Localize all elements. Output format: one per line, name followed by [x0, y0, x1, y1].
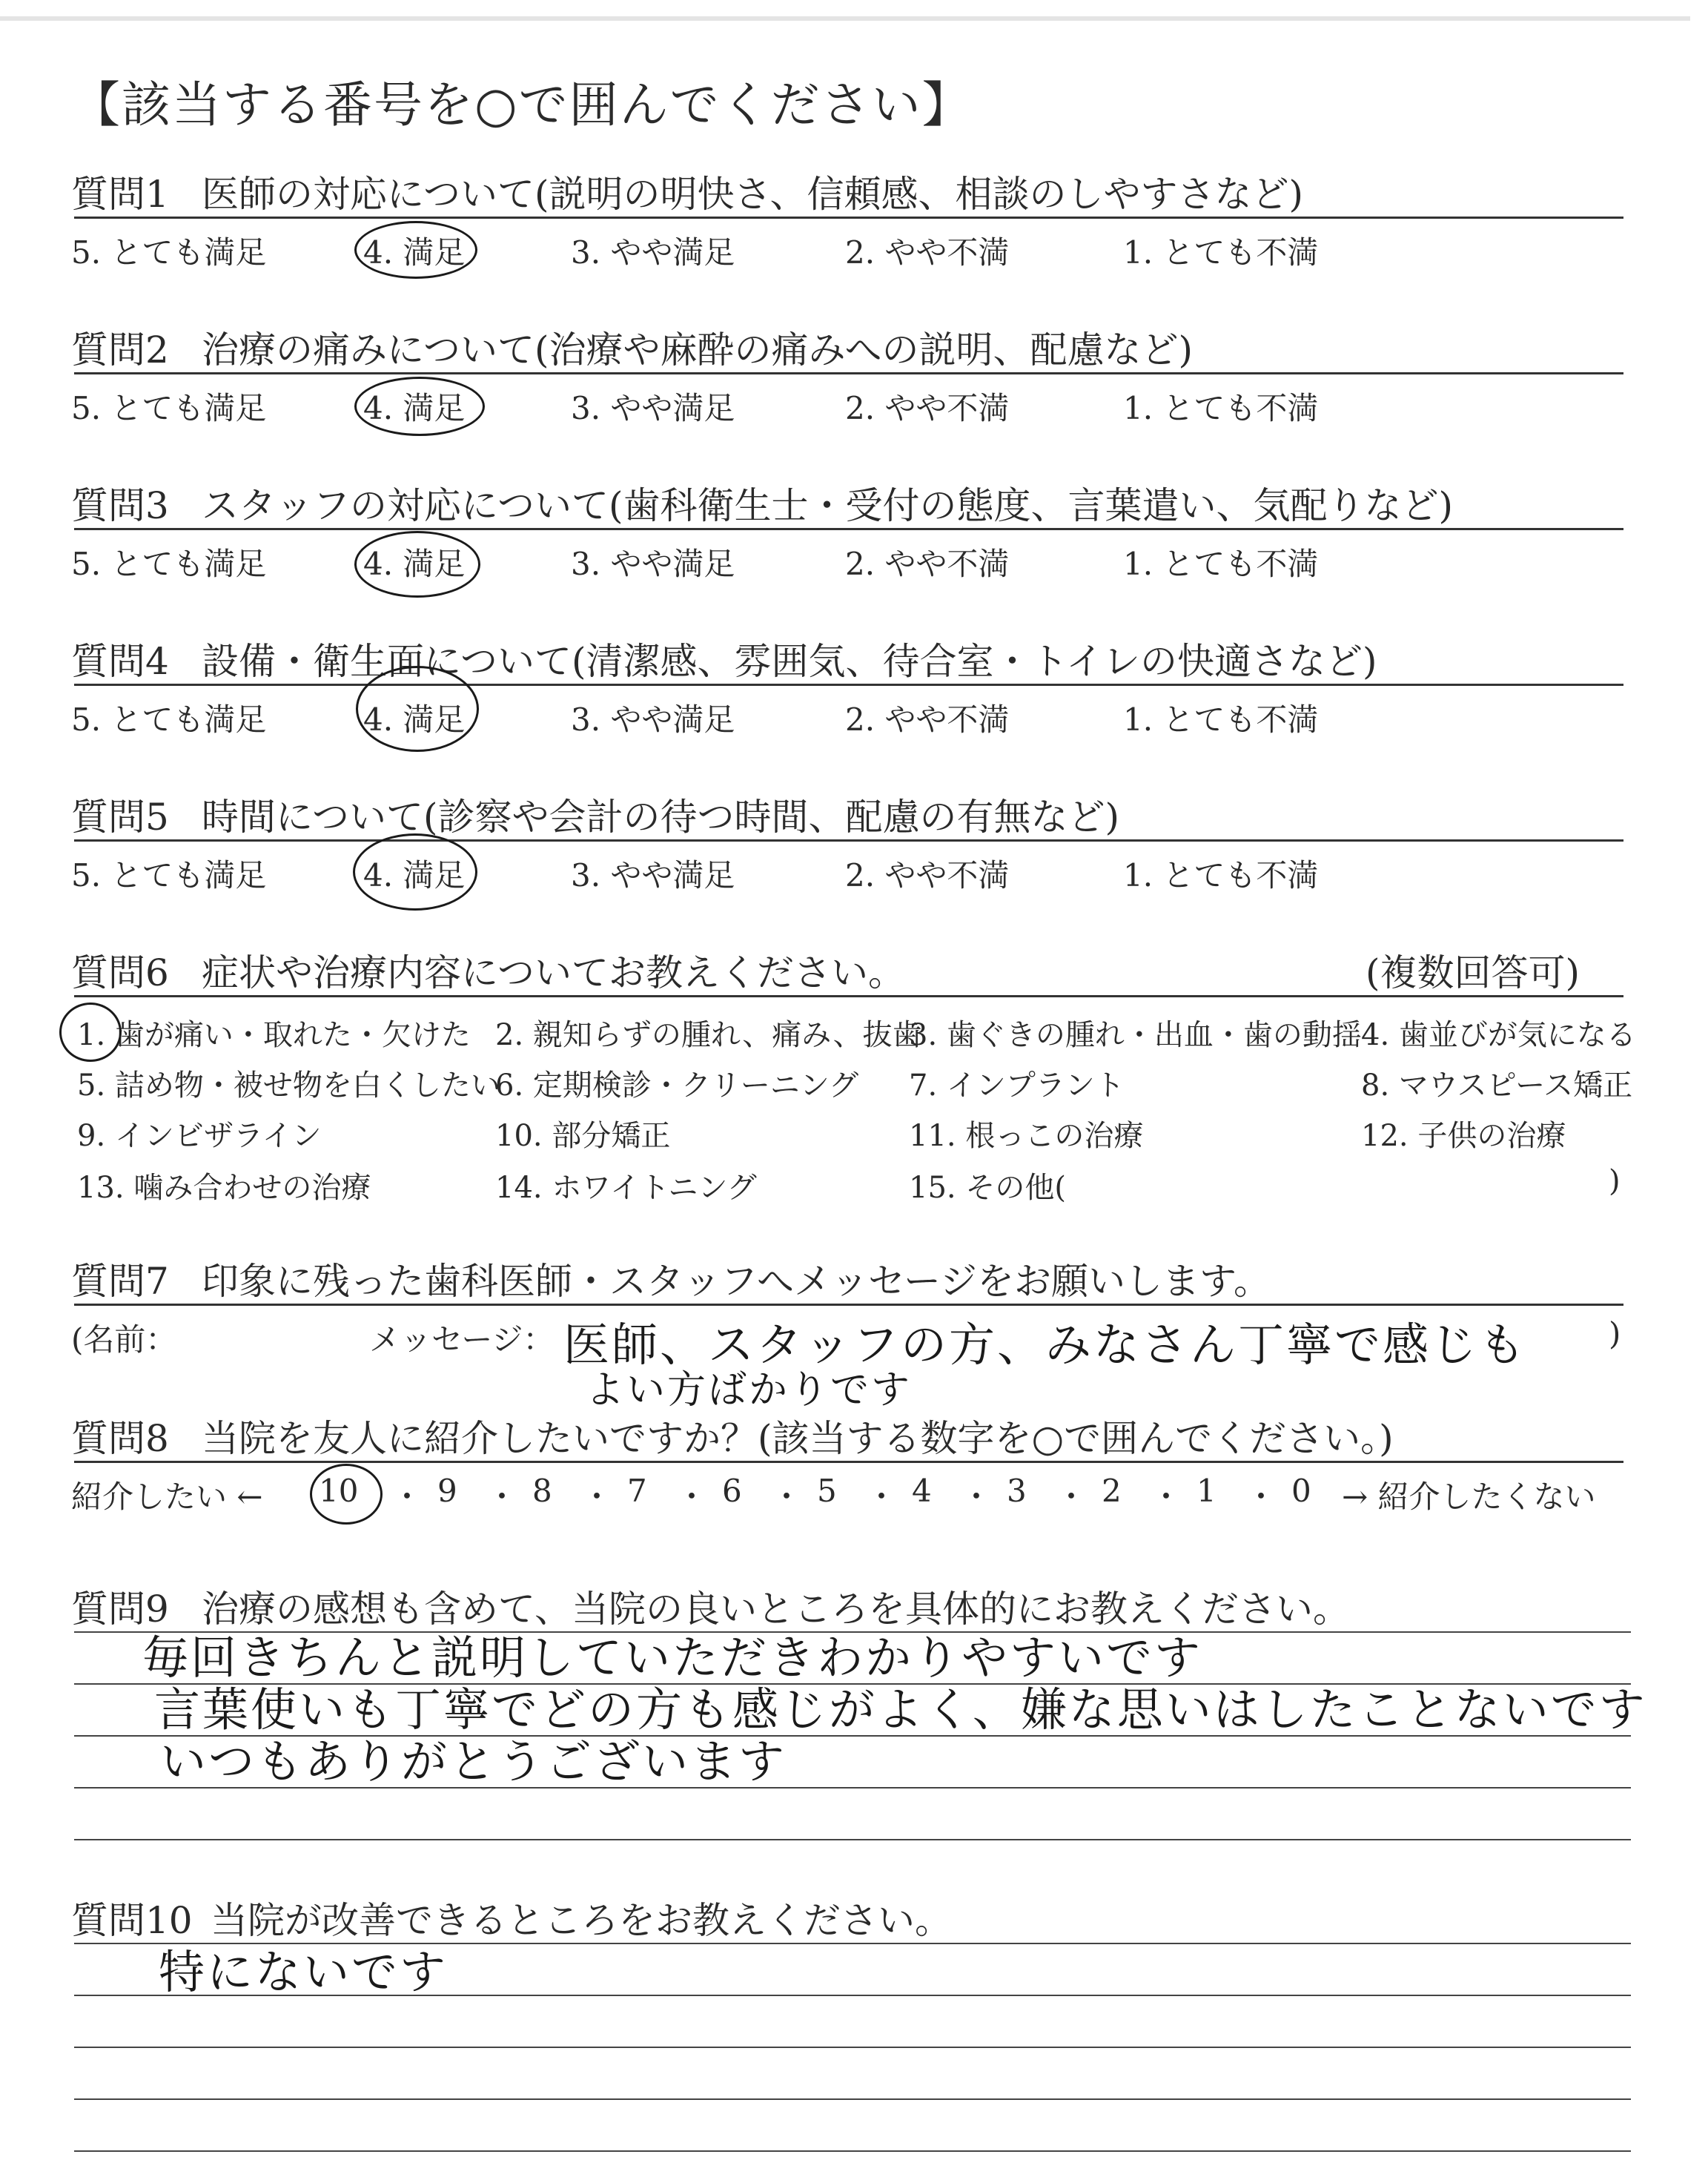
q8-left-label: 紹介したい ← [71, 1479, 263, 1515]
q7-message-label: メッセージ： [369, 1321, 555, 1358]
q8-scale-value[interactable]: 2 [1102, 1473, 1122, 1509]
scan-edge [0, 16, 1690, 21]
q6-option-14[interactable]: 14. ホワイトニング [495, 1171, 757, 1205]
divider [74, 1461, 1623, 1463]
q3-selection-circle [354, 531, 480, 598]
q7-message-handwritten-line2: よい方ばかりです [586, 1368, 913, 1413]
q4-label: 質問4 [71, 640, 169, 683]
q2-option-4[interactable]: 4. 満足 [363, 390, 466, 426]
q8-scale-value[interactable]: 8 [532, 1473, 552, 1509]
q8-scale-separator: ・ [486, 1479, 518, 1515]
q9-answer-line1: 毎回きちんと説明していただきわかりやすいです [142, 1631, 1203, 1685]
q6-note: (複数回答可) [1366, 951, 1580, 994]
divider [74, 372, 1623, 374]
q6-option-10[interactable]: 10. 部分矯正 [495, 1119, 671, 1153]
q3-option-2[interactable]: 2. やや不満 [845, 546, 1010, 582]
q1-text: 医師の対応について(説明の明快さ、信頼感、相談のしやすさなど) [202, 173, 1304, 216]
q5-option-3[interactable]: 3. やや満足 [571, 857, 735, 894]
q7-message-handwritten-line1: 医師、スタッフの方、みなさん丁寧で感じも [563, 1318, 1528, 1372]
q9-label: 質問9 [71, 1588, 169, 1631]
divider [74, 1304, 1623, 1306]
q8-right-label: → 紹介したくない [1342, 1479, 1596, 1515]
q9-answer-line3: いつもありがとうございます [160, 1734, 787, 1789]
q6-option-7[interactable]: 7. インプラント [909, 1069, 1125, 1103]
q6-option-6[interactable]: 6. 定期検診・クリーニング [495, 1069, 859, 1103]
q6-other-close: ) [1609, 1164, 1621, 1198]
q8-scale-separator: ・ [1245, 1479, 1277, 1515]
q10-answer-line1: 特にないです [159, 1945, 448, 1999]
q5-option-4[interactable]: 4. 満足 [363, 857, 466, 894]
q4-option-2[interactable]: 2. やや不満 [845, 701, 1010, 738]
divider [74, 684, 1623, 686]
q6-option-12[interactable]: 12. 子供の治療 [1361, 1119, 1566, 1153]
q8-scale-value[interactable]: 4 [912, 1473, 932, 1509]
q3-option-5[interactable]: 5. とても満足 [71, 546, 267, 582]
q3-option-1[interactable]: 1. とても不満 [1123, 546, 1319, 582]
q1-option-1[interactable]: 1. とても不満 [1123, 234, 1319, 271]
q8-scale-value[interactable]: 9 [437, 1473, 457, 1509]
q7-label: 質問7 [71, 1260, 169, 1303]
q2-text: 治療の痛みについて(治療や麻酔の痛みへの説明、配慮など) [202, 328, 1194, 371]
q10-text: 当院が改善できるところをお教えください。 [211, 1899, 952, 1942]
q8-scale-value[interactable]: 0 [1291, 1473, 1311, 1509]
q8-scale-separator: ・ [1151, 1479, 1182, 1515]
q3-option-3[interactable]: 3. やや満足 [571, 546, 735, 582]
q8-scale-separator: ・ [771, 1479, 803, 1515]
q2-option-1[interactable]: 1. とても不満 [1123, 390, 1319, 426]
q1-option-3[interactable]: 3. やや満足 [571, 234, 735, 271]
q6-text: 症状や治療内容についてお教えください。 [202, 951, 905, 994]
divider [74, 839, 1623, 842]
q3-text: スタッフの対応について(歯科衛生士・受付の態度、言葉遣い、気配りなど) [202, 484, 1454, 527]
writing-line [74, 2098, 1631, 2100]
q2-selection-circle [354, 377, 485, 436]
q2-option-3[interactable]: 3. やや満足 [571, 390, 735, 426]
q9-answer-line2: 言葉使いも丁寧でどの方も感じがよく、嫌な思いはしたことないです [154, 1682, 1647, 1737]
q8-scale-value[interactable]: 5 [817, 1473, 837, 1509]
divider [74, 217, 1623, 219]
q10-label: 質問10 [71, 1899, 193, 1942]
q8-scale-separator: ・ [961, 1479, 993, 1515]
q6-selection-circle [59, 1003, 122, 1062]
q8-scale-value[interactable]: 6 [722, 1473, 742, 1509]
q3-label: 質問3 [71, 484, 169, 527]
writing-line [74, 2150, 1631, 2152]
q4-option-1[interactable]: 1. とても不満 [1123, 701, 1319, 738]
q4-option-3[interactable]: 3. やや満足 [571, 701, 735, 738]
q8-label: 質問8 [71, 1417, 169, 1460]
q5-selection-circle [353, 833, 477, 911]
q1-label: 質問1 [71, 173, 169, 216]
q3-option-4[interactable]: 4. 満足 [363, 546, 466, 582]
q5-text: 時間について(診察や会計の待つ時間、配慮の有無など) [202, 796, 1120, 839]
q6-option-4[interactable]: 4. 歯並びが気になる [1361, 1018, 1636, 1052]
q6-option-5[interactable]: 5. 詰め物・被せ物を白くしたい [77, 1069, 500, 1103]
writing-line [74, 1839, 1631, 1840]
q5-option-2[interactable]: 2. やや不満 [845, 857, 1010, 894]
q6-label: 質問6 [71, 951, 169, 994]
q6-option-2[interactable]: 2. 親知らずの腫れ、痛み、抜歯 [495, 1018, 922, 1052]
form-title: 【該当する番号を○で囲んでください】 [71, 76, 973, 133]
divider [74, 995, 1623, 997]
q8-scale-separator: ・ [391, 1479, 423, 1515]
q6-option-1[interactable]: 1. 歯が痛い・取れた・欠けた [77, 1018, 471, 1052]
q8-text: 当院を友人に紹介したいですか？(該当する数字を○で囲んでください。) [202, 1417, 1394, 1460]
q4-option-5[interactable]: 5. とても満足 [71, 701, 267, 738]
q1-option-4[interactable]: 4. 満足 [363, 234, 466, 271]
q6-option-13[interactable]: 13. 噛み合わせの治療 [77, 1171, 371, 1205]
writing-line [74, 2047, 1631, 2048]
q2-option-5[interactable]: 5. とても満足 [71, 390, 267, 426]
q7-close-paren: ) [1609, 1315, 1621, 1352]
q8-scale-separator: ・ [581, 1479, 613, 1515]
divider [74, 528, 1623, 530]
q7-name-label: (名前： [71, 1321, 177, 1358]
q1-selection-circle [354, 221, 477, 279]
q6-option-11[interactable]: 11. 根っこの治療 [909, 1119, 1144, 1153]
q6-option-3[interactable]: 3. 歯ぐきの腫れ・出血・歯の動揺 [909, 1018, 1362, 1052]
q5-option-1[interactable]: 1. とても不満 [1123, 857, 1319, 894]
q6-option-15[interactable]: 15. その他( [909, 1171, 1066, 1205]
q8-scale-separator: ・ [676, 1479, 708, 1515]
q8-scale-separator: ・ [1056, 1479, 1088, 1515]
q1-option-2[interactable]: 2. やや不満 [845, 234, 1010, 271]
q1-option-5[interactable]: 5. とても満足 [71, 234, 267, 271]
q8-scale-value[interactable]: 10 [319, 1473, 359, 1509]
q8-scale-value[interactable]: 1 [1196, 1473, 1217, 1509]
q4-text: 設備・衛生面について(清潔感、雰囲気、待合室・トイレの快適さなど) [202, 640, 1377, 683]
q8-scale-value[interactable]: 3 [1007, 1473, 1027, 1509]
q2-label: 質問2 [71, 328, 169, 371]
q7-text: 印象に残った歯科医師・スタッフへメッセージをお願いします。 [202, 1260, 1271, 1303]
q4-option-4[interactable]: 4. 満足 [363, 701, 466, 738]
q9-text: 治療の感想も含めて、当院の良いところを具体的にお教えください。 [202, 1588, 1350, 1631]
q8-scale-separator: ・ [866, 1479, 898, 1515]
q6-option-8[interactable]: 8. マウスピース矯正 [1361, 1069, 1633, 1103]
q6-option-9[interactable]: 9. インビザライン [77, 1119, 322, 1153]
q5-label: 質問5 [71, 796, 169, 839]
q5-option-5[interactable]: 5. とても満足 [71, 857, 267, 894]
q2-option-2[interactable]: 2. やや不満 [845, 390, 1010, 426]
q4-selection-circle [356, 666, 479, 752]
q8-scale-value[interactable]: 7 [627, 1473, 647, 1509]
